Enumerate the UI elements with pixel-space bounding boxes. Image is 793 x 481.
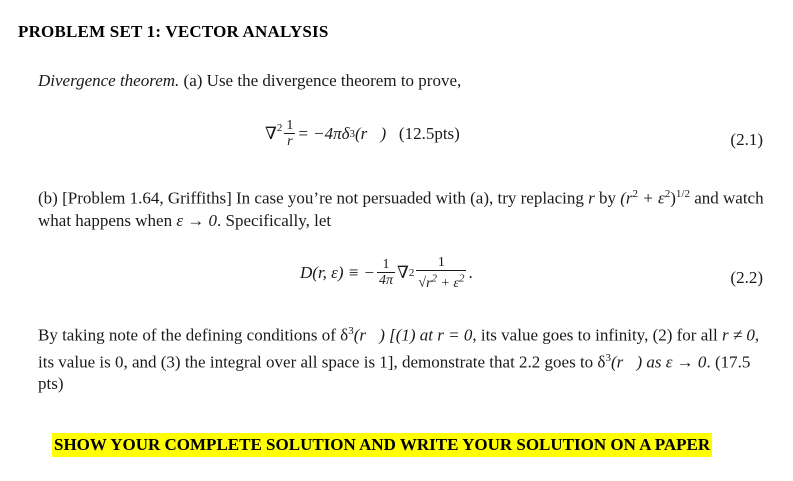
part-c-cond1: r = 0 xyxy=(437,325,473,345)
delta-argument: (r⃗) xyxy=(355,123,387,143)
part-c-text-1: By taking note of the defining conditions of δ xyxy=(38,325,349,345)
fraction-numerator: 1 xyxy=(286,118,294,133)
equation-number-2-1: (2.1) xyxy=(730,130,763,149)
equation-points: (12.5pts) xyxy=(398,123,460,143)
part-b-limit: ε → 0 xyxy=(176,210,218,230)
inverse-sqrt-fraction xyxy=(416,255,466,291)
nabla-power: 2 xyxy=(276,121,283,134)
part-a-heading: Divergence theorem. xyxy=(38,71,180,90)
part-b-text-4: . Specifically, let xyxy=(217,210,332,230)
equation-2-trail: . xyxy=(468,262,473,282)
part-c-text-3: , its value goes to infinity, (2) for all xyxy=(472,325,722,345)
sqrt-symbol-icon: √ xyxy=(418,275,427,291)
radicand-r: r xyxy=(426,275,432,291)
fraction-1-numerator: 1 xyxy=(377,257,395,273)
nabla-symbol: ∇ xyxy=(265,123,277,143)
nabla-symbol-2: ∇ xyxy=(397,262,409,282)
one-over-r-fraction xyxy=(284,118,295,149)
part-c-cond2: r ≠ 0 xyxy=(721,325,755,345)
one-over-4pi-fraction xyxy=(377,257,395,288)
part-b-expr: (r xyxy=(620,188,633,208)
part-c-text-2: (r⃗) [(1) at xyxy=(353,325,438,345)
fraction-denominator: r xyxy=(287,134,293,149)
part-a-paragraph xyxy=(38,70,461,92)
part-c-sup2: 3 xyxy=(605,351,611,364)
radicand-epsilon: + ε xyxy=(437,275,459,291)
part-c-limit: ε → 0 xyxy=(665,352,707,372)
part-b-var-r: r xyxy=(588,188,595,208)
part-c-text-4: , its value is 0, and (3) the integral over all space is 1], demonstrate that 2.2 goes to δ xyxy=(38,325,760,372)
part-b-paragraph xyxy=(38,183,773,232)
part-b-text-1: (b) [Problem 1.64, Griffiths] In case you’re not persuaded with (a), try replacing xyxy=(38,188,589,208)
part-b-expr-mid: + ε xyxy=(638,188,665,208)
sqrt-radicand xyxy=(426,272,465,291)
page-title: PROBLEM SET 1: VECTOR ANALYSIS xyxy=(18,22,329,41)
part-c-text-5: (r⃗) as xyxy=(610,352,666,372)
part-c-paragraph xyxy=(38,320,773,395)
instruction-banner: SHOW YOUR COMPLETE SOLUTION AND WRITE YOUR SOLUTION ON A PAPER xyxy=(52,433,712,457)
equation-2-2 xyxy=(300,255,473,301)
part-b-text-2: by xyxy=(594,188,621,208)
equation-number-2-2: (2.2) xyxy=(730,268,763,287)
equation-2-lhs: D(r, ε) ≡ − xyxy=(300,262,375,282)
fraction-1-denominator: 4π xyxy=(378,273,393,289)
fraction-2-numerator: 1 xyxy=(416,255,466,271)
part-b-expr-sup1: 2 xyxy=(632,188,639,200)
part-b-expr-close: ) xyxy=(670,188,676,208)
part-c-sup1: 3 xyxy=(348,325,354,337)
radicand-sup1: 2 xyxy=(431,272,438,284)
radicand-sup2: 2 xyxy=(458,272,465,284)
equation-2-1 xyxy=(265,118,460,162)
part-b-expr-sup2: 2 xyxy=(664,188,671,200)
delta-power: 3 xyxy=(349,127,355,140)
part-b-expr-sup3: 1/2 xyxy=(675,188,690,200)
part-b-text-3: and watch what happens when xyxy=(38,188,764,230)
part-c-text-6: . (17.5 pts) xyxy=(38,352,751,394)
part-a-text: (a) Use the divergence theorem to prove, xyxy=(179,71,462,90)
fraction-2-denominator xyxy=(416,271,466,291)
nabla-power-2: 2 xyxy=(408,266,415,279)
equation-rhs: = −4πδ xyxy=(297,123,350,143)
